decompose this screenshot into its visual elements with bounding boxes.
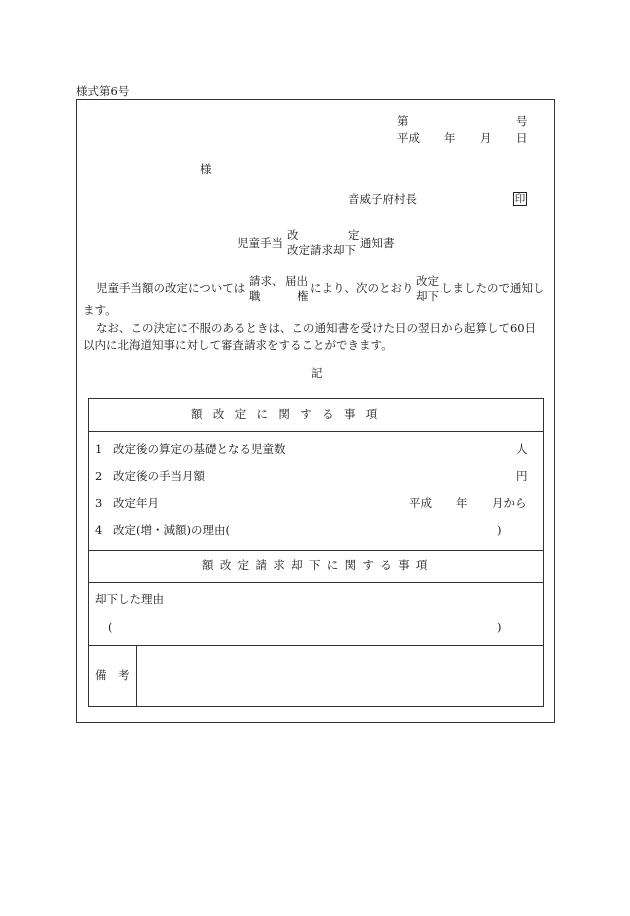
item3-num: 3 bbox=[95, 496, 103, 510]
remarks-label: 備 考 bbox=[95, 668, 130, 682]
date-era: 平成 bbox=[397, 131, 420, 145]
ki-heading: 記 bbox=[311, 366, 323, 380]
body-p1-b-bottom: 職 bbox=[249, 289, 261, 303]
item2-unit: 円 bbox=[516, 469, 528, 483]
item4-num: 4 bbox=[95, 523, 103, 537]
title-prefix: 児童手当 bbox=[237, 236, 283, 250]
item3-era: 平成 bbox=[409, 496, 432, 510]
issuer-name: 音威子府村長 bbox=[348, 192, 417, 206]
body-p2-line1-text: なお、この決定に不服のあるときは、この通知書を受けた日の翌日から起算して60日 bbox=[96, 321, 537, 335]
body-p1-a: 児童手当額の改定については bbox=[96, 281, 246, 295]
item2-num: 2 bbox=[95, 469, 103, 483]
title-upper-kai: 改 bbox=[287, 228, 299, 242]
section1-header: 額改定に関する事項 bbox=[191, 407, 388, 421]
body-p1-e-top: 改定 bbox=[416, 274, 439, 288]
reject-open-paren: ( bbox=[108, 620, 113, 634]
item1-label: 改定後の算定の基礎となる児童数 bbox=[113, 442, 286, 456]
title-suffix: 通知書 bbox=[360, 236, 395, 250]
body-p1-f: しましたので通知し bbox=[441, 281, 545, 295]
date-year: 年 bbox=[444, 131, 456, 145]
body-p1-e-bottom: 却下 bbox=[416, 289, 439, 303]
date-day: 日 bbox=[516, 131, 528, 145]
doc-number-suffix: 号 bbox=[516, 114, 528, 128]
form-number: 様式第6号 bbox=[76, 84, 130, 98]
reject-close-paren: ) bbox=[497, 620, 502, 634]
item3-year: 年 bbox=[456, 496, 468, 510]
body-p2-line2: 以内に北海道知事に対して審査請求をすることができます。 bbox=[83, 338, 393, 352]
doc-number-prefix: 第 bbox=[397, 114, 409, 128]
item1-num: 1 bbox=[95, 442, 103, 456]
body-p1-c-top: 届出 bbox=[285, 274, 308, 288]
item4-label: 改定(増・減額)の理由( bbox=[113, 523, 230, 537]
item3-label: 改定年月 bbox=[113, 496, 159, 510]
seal-mark: 印 bbox=[514, 193, 526, 205]
item2-label: 改定後の手当月額 bbox=[113, 469, 205, 483]
reject-reason-label: 却下した理由 bbox=[95, 592, 164, 606]
title-upper-tei: 定 bbox=[348, 228, 360, 242]
addressee-suffix: 様 bbox=[200, 162, 212, 176]
date-month: 月 bbox=[480, 131, 492, 145]
item3-unit: 月から bbox=[492, 496, 527, 510]
item4-close: ) bbox=[497, 523, 502, 537]
item1-unit: 人 bbox=[516, 442, 528, 456]
section2-header: 額改定請求却下に関する事項 bbox=[202, 558, 434, 572]
body-p1-c-bottom: 権 bbox=[297, 289, 309, 303]
body-p1-g: ます。 bbox=[83, 303, 117, 317]
body-p1-b-top: 請求、 bbox=[249, 274, 284, 288]
title-lower-line: 改定請求却下 bbox=[287, 243, 356, 257]
body-p1-d: により、次のとおり bbox=[310, 281, 414, 295]
